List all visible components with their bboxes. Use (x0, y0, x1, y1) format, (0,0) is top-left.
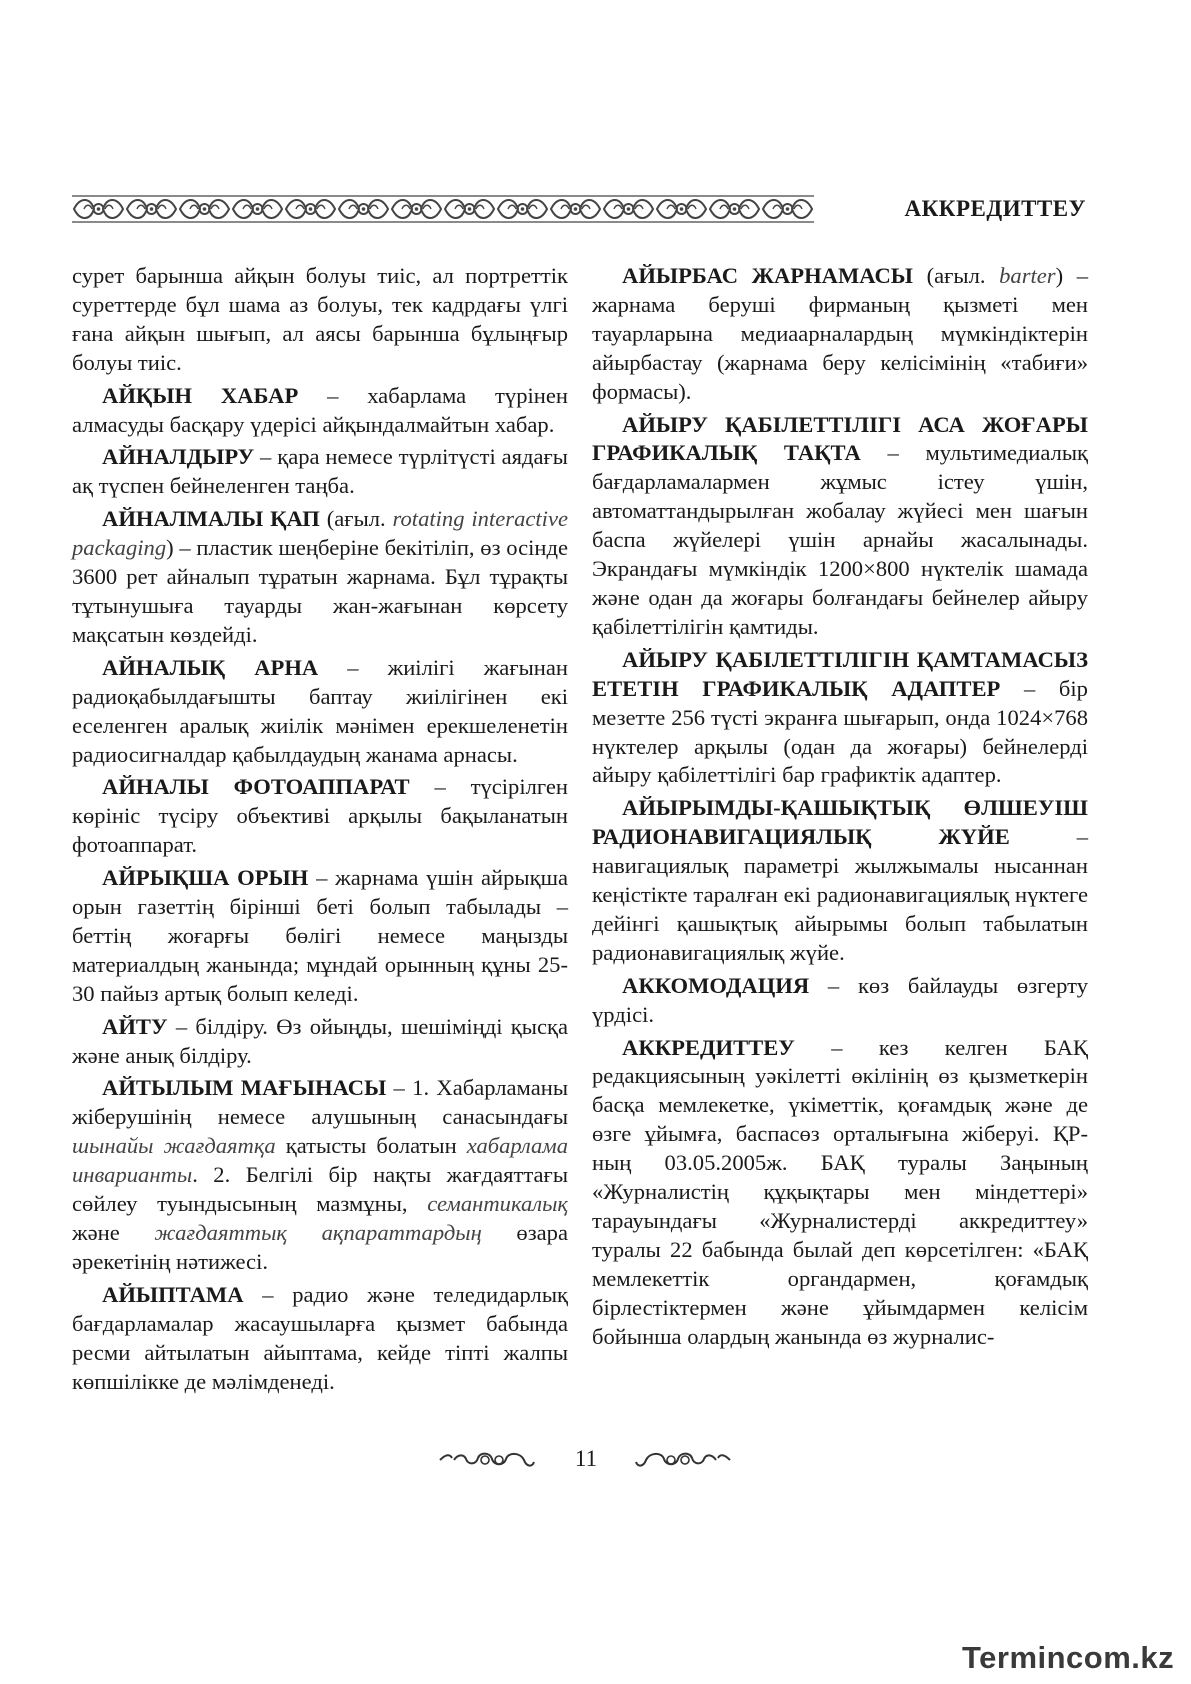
entry-term: АККОМОДАЦИЯ (622, 972, 810, 998)
entry-paragraph: АЙТУ – білдіру. Өз ойыңды, шешіміңді қысқа және анық білдіру. (72, 1013, 568, 1068)
left-flourish-icon (436, 1446, 536, 1476)
entry-term: АЙЫРБАС ЖАРНАМАСЫ (622, 263, 913, 288)
entry-paragraph: АЙЫРБАС ЖАРНАМАСЫ (ағыл. barter) – жарнама беруші фирманың қызметі мен тауарларына медиаарналардың мүмкіндіктерін айырбастау (жарнама беру келісімінің «табиғи» формасы). (592, 263, 1088, 404)
entry-term: АККРЕДИТТЕУ (622, 1034, 795, 1060)
entry-paragraph: АЙЫРУ ҚАБІЛЕТТІЛІГІ АСА ЖОҒАРЫ ГРАФИКАЛЫҚ ТАҚТА – мультимедиалық бағдарламалармен жұмыс істеу үшін, автоматтандырылған жобалау жүйесі мен шағын баспа жүйелері үшін арнайы жасалынады. Экрандағы мүмкіндік 1200×800 нүктелік шамада және одан да жоғары болғандағы бейнелер айыру қабілеттілігін қамтиды. (592, 411, 1089, 639)
entry-term: АЙЫРУ ҚАБІЛЕТТІЛІГІ АСА ЖОҒАРЫ ГРАФИКАЛЫҚ ТАҚТА (592, 411, 1088, 466)
entry-paragraph: АЙЫРУ ҚАБІЛЕТТІЛІГІН ҚАМТАМАСЫЗ ЕТЕТІН ГРАФИКАЛЫҚ АДАПТЕР – бір мезетте 256 түсті экранға шығарып, онда 1024×768 нүктелер арқылы (одан да жоғары) бейнелерді айыру қабілеттілігі бар графиктік адаптер. (592, 646, 1088, 788)
right-column (592, 262, 1088, 1356)
entry-term: АЙНАЛЫҚ АРНА (102, 654, 319, 680)
entry-term: АЙТЫЛЫМ МАҒЫНАСЫ (102, 1075, 387, 1101)
entry-paragraph: АЙҚЫН ХАБАР – хабарлама түрінен алмасуды басқару үдерісі айқындалмайтын хабар. (72, 382, 568, 437)
entry-term: АЙЫРЫМДЫ-ҚАШЫҚТЫҚ ӨЛШЕУІШ РАДИОНАВИГАЦИЯЛЫҚ ЖҮЙЕ (592, 795, 1088, 850)
running-title: АККРЕДИТТЕУ (904, 196, 1086, 221)
entry-term: АЙНАЛЫ ФОТОАППАРАТ (102, 774, 410, 800)
right-flourish-icon (634, 1446, 734, 1476)
entry-term: АЙҚЫН ХАБАР (102, 382, 299, 408)
entry-paragraph: АККОМОДАЦИЯ – көз байлауды өзгерту үрдісі. (592, 972, 1088, 1027)
entry-term: АЙТУ (102, 1013, 168, 1039)
entry-paragraph: АККРЕДИТТЕУ – кез келген БАҚ редакциясының уәкілетті өкілінің өз қызметкерін басқа мемлекетке, үкіметтік, қоғамдық және де өзге ұйымға, баспасөз орталығына жіберуі. ҚР-ның 03.05.2005ж. БАҚ туралы Заңының «Журналистің құқықтары мен міндеттері» тарауындағы «Журналистерді аккредиттеу» туралы 22 бабында былай деп көрсетілген: «БАҚ мемлекеттік органдармен, қоғамдық бірлестіктермен және ұйымдармен келісім бойынша олардың жанында өз журналис- (592, 1034, 1088, 1349)
entry-term: АЙРЫҚША ОРЫН (102, 865, 309, 891)
entry-term: АЙНАЛДЫРУ (102, 444, 255, 470)
entry-paragraph: АЙРЫҚША ОРЫН – жарнама үшін айрықша орын газеттің бірінші беті болып табылады – беттің жоғарғы бөлігі немесе маңызды материалдың жанында; мұндай орынның құны 25-30 пайыз артық болып келеді. (72, 865, 569, 1006)
watermark-logo: Termincom.kz (962, 1640, 1175, 1675)
entry-paragraph: сурет барынша айқын болуы тиіс, ал портреттік суреттерде бұл шама аз болуы, тек кадрдағы үлгі ғана айқын шығып, ал аясы барынша бұлыңғыр болуы тиіс. (72, 263, 568, 375)
entry-paragraph: АЙНАЛМАЛЫ ҚАП (ағыл. rotating interactive packaging) – пластик шеңберіне бекітіліп, өз осінде 3600 рет айналып тұратын жарнама. Бұл тұрақты тұтынушыға тауарды жан-жағынан көрсету мақсатын көздейді. (72, 506, 568, 647)
entry-term: АЙНАЛМАЛЫ ҚАП (102, 506, 320, 532)
ornamental-border-icon (72, 194, 814, 224)
entry-term: АЙЫРУ ҚАБІЛЕТТІЛІГІН ҚАМТАМАСЫЗ ЕТЕТІН ГРАФИКАЛЫҚ АДАПТЕР (592, 646, 1088, 701)
entry-paragraph: АЙЫРЫМДЫ-ҚАШЫҚТЫҚ ӨЛШЕУІШ РАДИОНАВИГАЦИЯЛЫҚ ЖҮЙЕ – навигациялық параметрі жылжымалы нысаннан кеңістікте таралған екі радионавигациялық нүктеге дейінгі қашықтық айырымы болып табылатын радионавигациялық жүйе. (592, 795, 1088, 965)
entry-paragraph: АЙТЫЛЫМ МАҒЫНАСЫ – 1. Хабарламаны жіберушінің немесе алушының санасындағы шынайы жағдаятқа қатысты болатын хабарлама инварианты. 2. Белгілі бір нақты жағдаяттағы сөйлеу туындысының мазмұны, семантикалық және жағдаяттық ақпараттардың өзара әрекетінің нәтижесі. (72, 1075, 568, 1274)
left-column (72, 262, 568, 1400)
page-footer (0, 1446, 1191, 1486)
entry-paragraph: АЙЫПТАМА – радио және теледидарлық бағдарламалар жасаушыларға қызмет бабында ресми айтылатын айыптама, кейде тіпті жалпы көпшілікке де мәлімденеді. (72, 1281, 568, 1394)
entry-paragraph: АЙНАЛЫҚ АРНА – жиілігі жағынан радиоқабылдағышты баптау жиілігінен екі еселенген аралық жиілік мәнімен ерекшеленетін радиосигналдар қабылдаудың жанама арнасы. (72, 654, 568, 767)
page-number: 11 (574, 1446, 598, 1471)
entry-paragraph: АЙНАЛДЫРУ – қара немесе түрлітүсті аядағы ақ түспен бейнеленген таңба. (72, 444, 568, 499)
entry-paragraph: АЙНАЛЫ ФОТОАППАРАТ – түсірілген көрініс түсіру объективі арқылы бақыланатын фотоаппарат. (72, 774, 568, 858)
entry-term: АЙЫПТАМА (102, 1281, 244, 1307)
